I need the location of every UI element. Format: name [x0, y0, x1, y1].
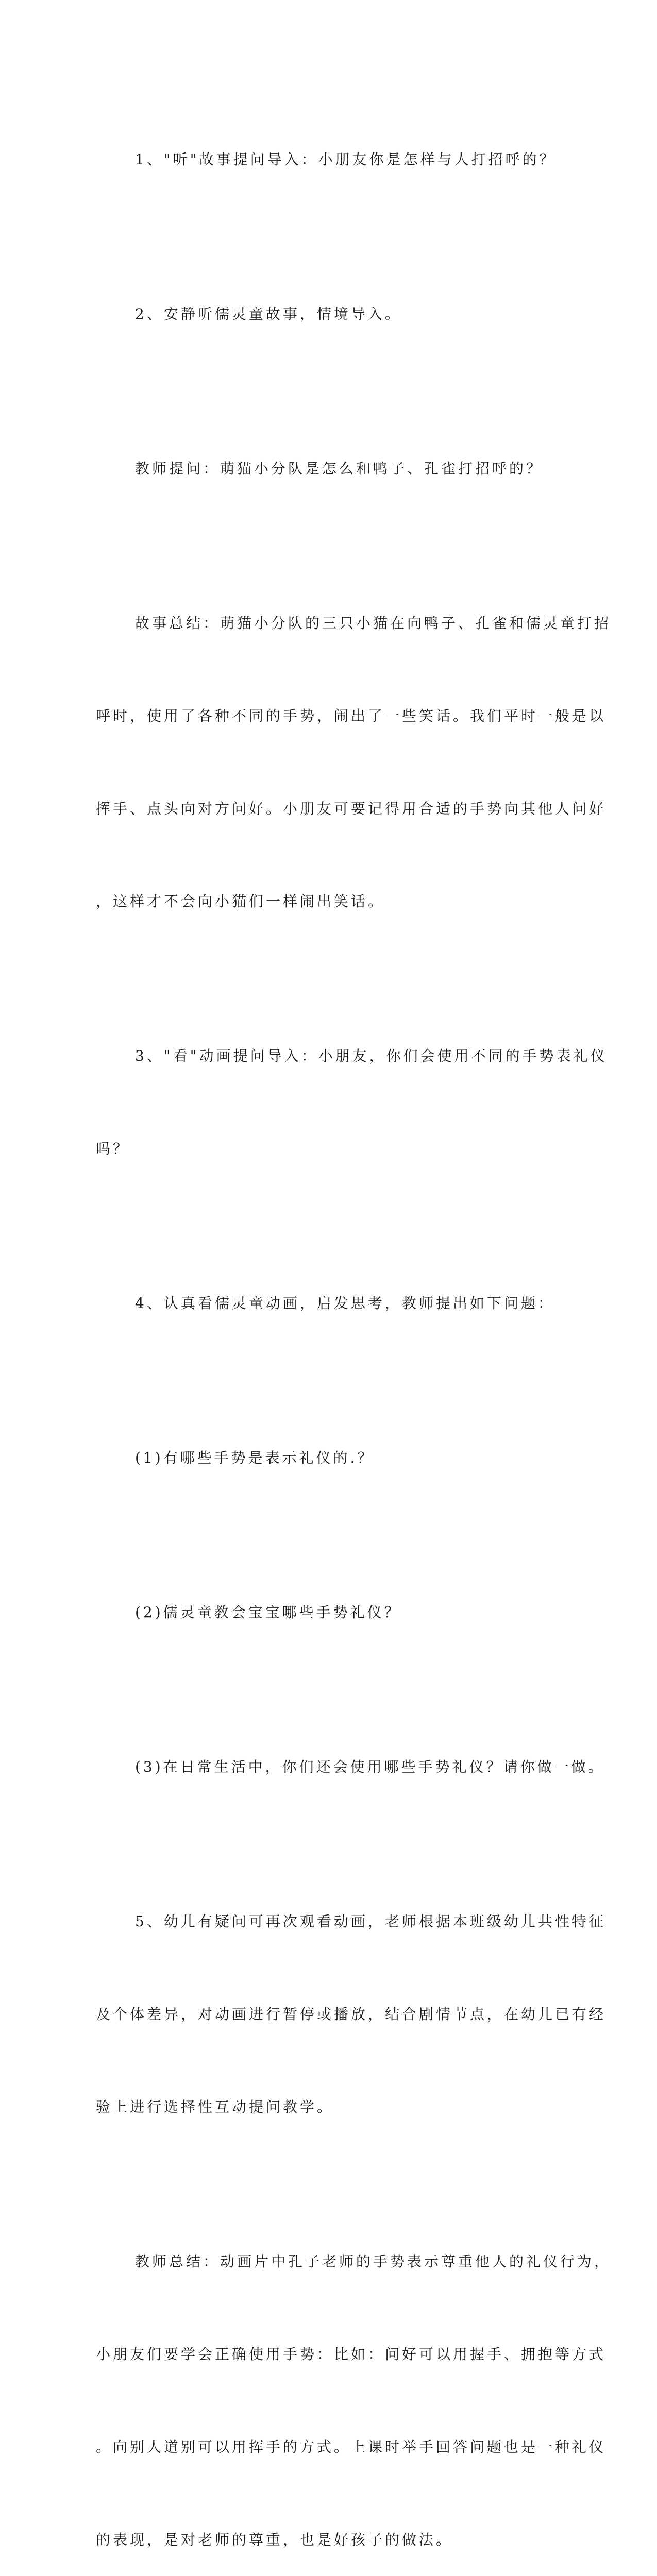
text-line: (2)儒灵童教会宝宝哪些手势礼仪？: [135, 1604, 401, 1621]
paragraph: [96, 1690, 605, 1844]
text-line: 。向别人道别可以用挥手的方式。上课时举手回答问题也是一种礼仪: [96, 2438, 607, 2455]
paragraph: [96, 1844, 607, 2184]
text-line: 教师提问：萌猫小分队是怎么和鸭子、孔雀打招呼的？: [135, 460, 544, 477]
text-line: 吗？: [96, 1140, 130, 1157]
text-line: 教师总结：动画片中孔子老师的手势表示尊重他人的礼仪行为，: [135, 2253, 612, 2270]
document-page: [96, 82, 612, 2576]
paragraph: [96, 1226, 555, 1381]
paragraph: [96, 1535, 549, 1690]
text-line: 的表现，是对老师的尊重，也是好孩子的做法。: [96, 2531, 453, 2548]
text-line: 4、认真看儒灵童动画，启发思考，教师提出如下问题：: [135, 1295, 555, 1312]
text-line: (1)有哪些手势是表示礼仪的.？: [135, 1449, 375, 1466]
text-line: 小朋友们要学会正确使用手势：比如：问好可以用握手、拥抱等方式: [96, 2346, 607, 2363]
text-line: 3、"看"动画提问导入：小朋友，你们会使用不同的手势表礼仪: [135, 1047, 608, 1064]
paragraph: [96, 979, 608, 1226]
text-line: 1、"听"故事提问导入：小朋友你是怎样与人打招呼的？: [135, 151, 557, 168]
text-line: 验上进行选择性互动提问教学。: [96, 2098, 334, 2115]
paragraph: [96, 546, 612, 979]
text-line: 2、安静听儒灵童故事，情境导入。: [135, 306, 402, 323]
text-line: 挥手、点头向对方问好。小朋友可要记得用合适的手势向其他人问好: [96, 800, 607, 817]
paragraph: [96, 1381, 549, 1535]
paragraph: [96, 82, 557, 237]
text-line: 故事总结：萌猫小分队的三只小猫在向鸭子、孔雀和儒灵童打招: [135, 615, 612, 632]
paragraph: [96, 392, 549, 546]
text-line: ，这样才不会向小猫们一样闹出笑话。: [96, 893, 385, 910]
text-line: (3)在日常生活中，你们还会使用哪些手势礼仪？请你做一做。: [135, 1758, 605, 1775]
text-line: 5、幼儿有疑问可再次观看动画，老师根据本班级幼儿共性特征: [135, 1913, 606, 1930]
paragraph: [96, 237, 549, 392]
text-line: 及个体差异，对动画进行暂停或播放，结合剧情节点，在幼儿已有经: [96, 2006, 607, 2023]
text-line: 呼时，使用了各种不同的手势，闹出了一些笑话。我们平时一般是以: [96, 707, 607, 724]
paragraph: [96, 2184, 612, 2576]
